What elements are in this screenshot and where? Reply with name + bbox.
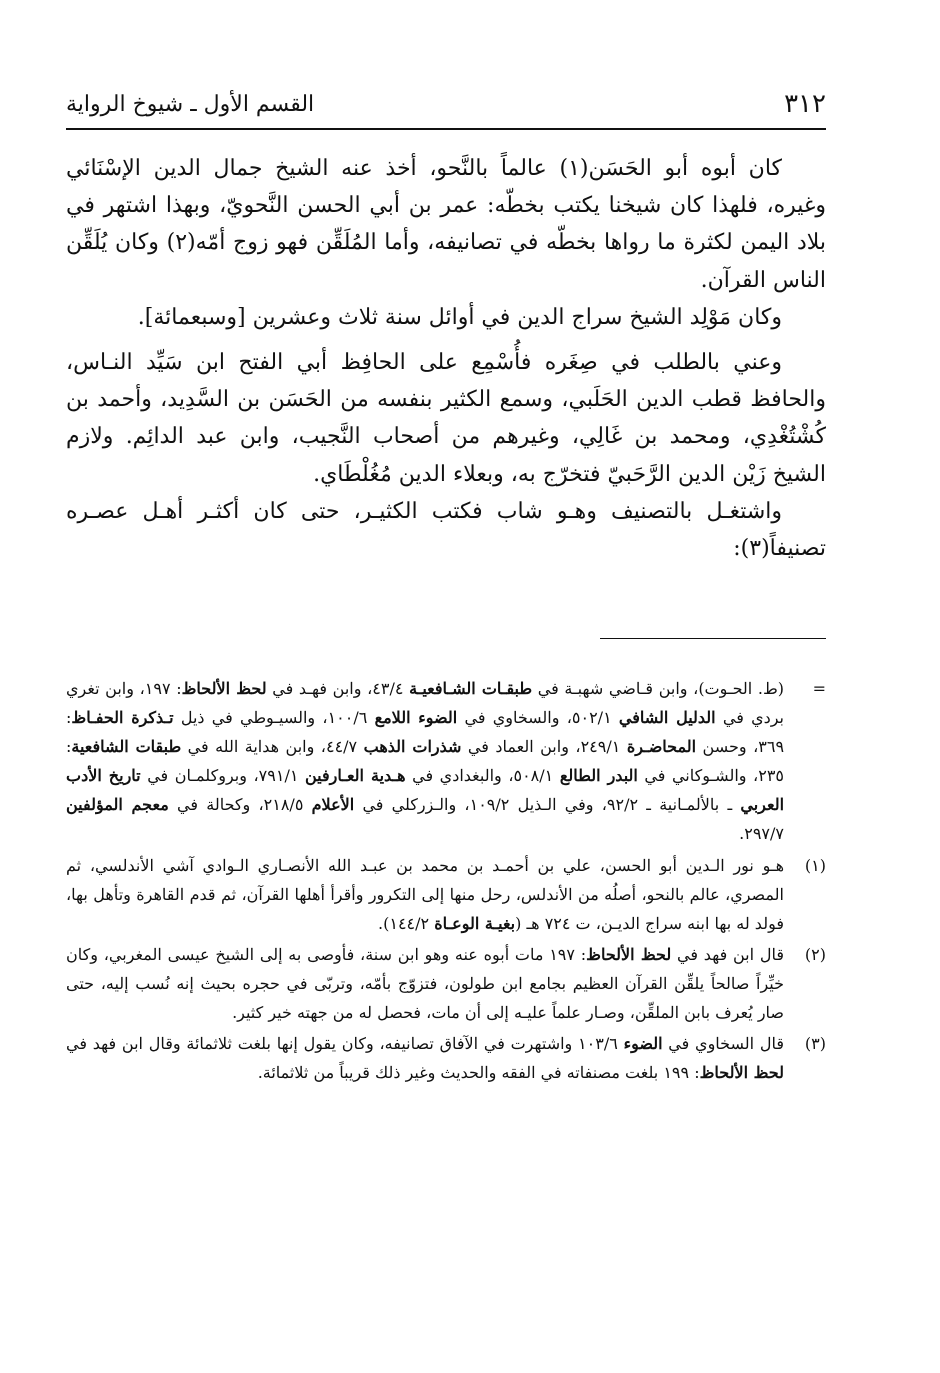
cited-title: المحاضـرة (626, 737, 697, 757)
footnote-run: ٤٤/٧، وابن هداية الله في (181, 737, 364, 757)
cited-title: الأعلام (311, 795, 355, 815)
cited-title: هـدية العـارفين (305, 766, 406, 786)
footnote-3 (66, 1029, 826, 1087)
footnote-run: ٥٠٢/١، والسخاوي في (457, 708, 619, 728)
cited-title: الضوء (623, 1034, 663, 1054)
footnote-run: : ١٩٧، وابن تغري بردي في (66, 679, 785, 728)
cited-title: طبقات الشافعية (71, 737, 182, 757)
footnote-run: ٧٩١/١، وبروكلمـان في (140, 766, 305, 786)
cited-title: البدر الطالع (559, 766, 638, 786)
footnote-2 (66, 940, 826, 1027)
paragraph-birth: وكان مَوْلِد الشيخ سراج الدين في أوائل سنة ثلاث وعشرين [وسبعمائة]. (137, 304, 782, 330)
footnote-text (66, 1029, 784, 1087)
header-rule (66, 128, 826, 130)
page-number: ٣١٢ (784, 89, 826, 119)
running-head: القسم الأول ـ شيوخ الرواية (66, 91, 315, 117)
footnote-text (66, 851, 784, 938)
footnote-marker: (٢) (804, 944, 826, 964)
footnote-text (66, 674, 784, 849)
cited-title: الدليل الشافي (618, 708, 716, 728)
cited-title: لحظ الألحاظ (586, 944, 672, 964)
paragraph-writing: واشتغـل بالتصنيف وهـو شاب فكتب الكثيـر، حتى كان أكثـر أهـل عصـره تصنيفاً(٣): (66, 498, 826, 562)
footnote-marker: = (812, 679, 826, 698)
footnote-run: ١٠٣/٦ واشتهرت في الآفاق تصانيفه، وكان يقول إنها بلغت ثلاثمائة وقال ابن فهد في (66, 1034, 624, 1054)
cited-title: طبقـات الشـافعيـة (409, 679, 533, 698)
cited-title: معجم المؤلفين (66, 795, 169, 815)
footnote-run: هـو نور الـدين أبو الحسن، علي بن أحمـد بن محمد بن عبـد الله الأنصـاري الـوادي آشي الأندلسي، ثم المصري، عالم بالنحو، أصلُه من الأندلس، رحل منها إلى التكرور وأقرأ أهلها القرآن، ثم قدم القاهرة وتأهل بها، فولد له بها ابنه سراج الديـن، ت ٧٢٤ هـ ( (66, 855, 785, 933)
cited-title: الضوء اللامع (374, 708, 458, 728)
footnote-run: (ط. الحـوت)، وابن قـاضي شهبـة في (532, 679, 784, 698)
footnote-run: : ١٩٧ مات أبوه عنه وهو ابن سنة، فأوصى به إلى الشيخ عيسى المغربي، وكان خيِّراً صالحاً يلقِّن القرآن العظيم بجامع ابن طولون، فتزوّج بأمّه، وتربّى في حجره بحيث إنه نُسب إليه، حتى صار يُعرف بابن الملقِّن، وصـار علماً عليـه إلى أن مات، فحصل له من جهته خير كثير. (66, 944, 784, 1023)
footnote-run: قال السخاوي في (662, 1034, 784, 1054)
footnote-marker: (٣) (804, 1034, 826, 1054)
footnote-separator (600, 638, 826, 639)
footnote-run: : ٢٣٥، والشـوكاني في (66, 737, 784, 786)
page-header (66, 86, 826, 122)
paragraph-father: كان أبوه أبو الحَسَن(١) عالماً بالنَّحو، أخذ عنه الشيخ جمال الدين الإسْنَائي وغيره، فلهذا كان شيخنا يكتب بخطّه: عمر بن أبي الحسن النَّحويّ، وبهذا اشتهر في بلاد اليمن لكثرة ما رواها بخطّه في تصانيفه، وأما المُلَقِّن فهو زوج أمّه(٢) وكان يُلَقِّن الناس القرآن. (66, 156, 826, 293)
footnote-1 (66, 851, 826, 938)
footnote-run: ٥٠٨/١، والبغدادي في (405, 766, 560, 786)
cited-title: بغيـة الوعـاة (434, 913, 516, 933)
footnote-0 (66, 674, 826, 849)
footnote-run: ٢٤٩/١، وابن العماد في (461, 737, 627, 757)
footnote-run: ٤٣/٤، وابن فهـد في (266, 679, 410, 698)
paragraph-studies: وعني بالطلب في صِغَره فأُسْمِع على الحافِظ أبي الفتح ابن سَيِّد النـاس، والحافظ قطب الدين الحَلَبي، وسمع الكثير بنفسه من الحَسَن بن السَّدِيد، وأحمد بن كُشْتُغْدِي، ومحمد بن غَالِي، وغيرهم من أصحاب النَّجيب، وابن عبد الدائِم. ولازم الشيخ زَيْن الدين الرَّحَبيّ فتخرّج به، وبعلاء الدين مُغُلْطَاي. (66, 350, 826, 487)
footnote-run: ـ بالألمـانية ـ ٩٢/٢، وفي الـذيل ١٠٩/٢، والـزركلي في (354, 795, 741, 815)
cited-title: لحظ الألحاظ (699, 1063, 784, 1083)
footnote-run: ١٤٤/٢). (378, 913, 435, 933)
cited-title: شذرات الذهب (363, 737, 462, 757)
footnote-run: : ١٩٩ بلغت مصنفاته في الفقه والحديث وغير ذلك قريباً من ثلاثمائة. (257, 1063, 700, 1083)
cited-title: تاريخ الأدب العربي (66, 766, 785, 815)
footnote-run: ٢٩٧/٧. (739, 824, 784, 844)
footnote-run: قال ابن فهد في (671, 944, 784, 964)
footnotes (66, 674, 826, 1087)
footnote-run: : ٣٦٩، وحسن (66, 708, 785, 757)
footnote-run: ٢١٨/٥، وكحالة في (168, 795, 312, 815)
cited-title: لحظ الألحاظ (181, 679, 267, 698)
cited-title: تـذكرة الحفـاظ (71, 708, 174, 728)
footnote-run: ١٠٠/٦، والسيـوطي في ذيل (173, 708, 375, 728)
footnote-marker: (١) (804, 855, 826, 875)
footnote-text (66, 940, 784, 1027)
main-text (66, 150, 826, 567)
